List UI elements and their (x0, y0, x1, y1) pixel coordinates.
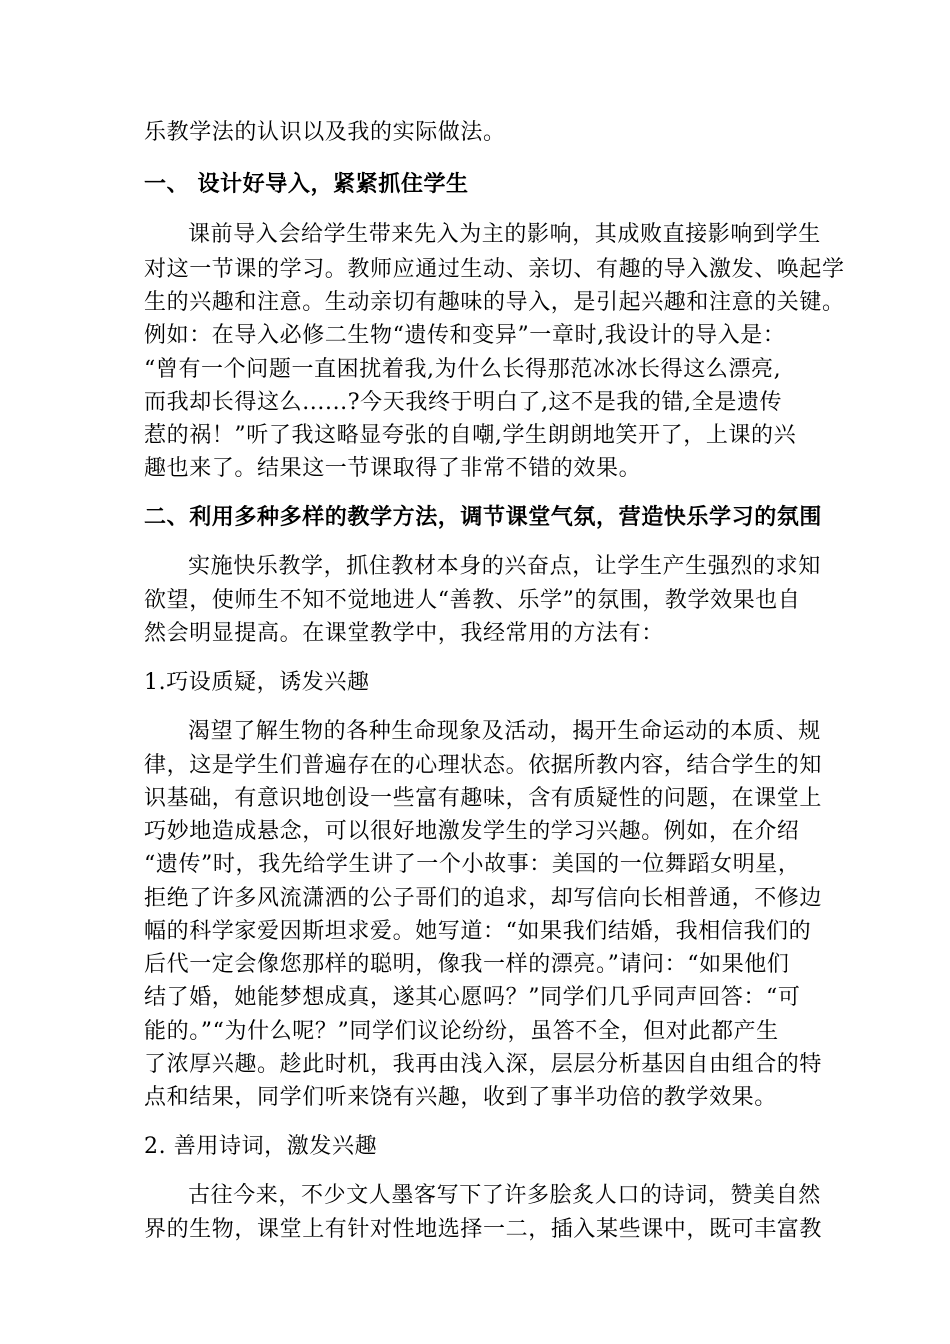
paragraph-line: 能的。”“为什么呢？”同学们议论纷纷，虽答不全，但对此都产生 (144, 1019, 779, 1044)
paragraph-line: 对这一节课的学习。教师应通过生动、亲切、有趣的导入激发、唤起学 (144, 257, 845, 282)
text-line: 乐教学法的认识以及我的实际做法。 (144, 120, 506, 145)
paragraph-line: 而我却长得这么......?今天我终于明白了,这不是我的错,全是遗传 (144, 390, 783, 415)
paragraph-line: 拒绝了许多风流潇洒的公子哥们的追求，却写信向长相普通，不修边 (144, 886, 823, 911)
paragraph-line: 点和结果，同学们听来饶有兴趣，收到了事半功倍的教学效果。 (144, 1085, 777, 1110)
paragraph-line: 生的兴趣和注意。生动亲切有趣味的导入，是引起兴趣和注意的关键。 (144, 290, 845, 315)
paragraph-line: “曾有一个问题一直困扰着我,为什么长得那范冰冰长得这么漂亮, (144, 357, 782, 382)
paragraph-line: 幅的科学家爱因斯坦求爱。她写道：“如果我们结婚，我相信我们的 (144, 919, 812, 944)
paragraph-line: 例如：在导入必修二生物“遗传和变异”一章时,我设计的导入是： (144, 323, 786, 348)
paragraph-line: 古往今来，不少文人墨客写下了许多脍炙人口的诗词，赞美自然 (188, 1183, 821, 1208)
paragraph-line: 了浓厚兴趣。趁此时机，我再由浅入深，层层分析基因自由组合的特 (144, 1052, 823, 1077)
paragraph-line: 欲望，使师生不知不觉地进人“善教、乐学”的氛围，教学效果也自 (144, 588, 801, 613)
paragraph-line: 实施快乐教学，抓住教材本身的兴奋点，让学生产生强烈的求知 (188, 554, 821, 579)
paragraph-line: 然会明显提高。在课堂教学中，我经常用的方法有： (144, 621, 664, 646)
paragraph-line: “遗传”时，我先给学生讲了一个小故事：美国的一位舞蹈女明星， (144, 852, 801, 877)
section-heading-1: 一、 设计好导入，紧紧抓住学生 (144, 172, 469, 197)
paragraph-line: 律，这是学生们普遍存在的心理状态。依据所教内容，结合学生的知 (144, 753, 823, 778)
paragraph-line: 结了婚，她能梦想成真，遂其心愿吗？”同学们几乎同声回答：“可 (144, 985, 801, 1010)
paragraph-line: 后代一定会像您那样的聪明，像我一样的漂亮。”请问：“如果他们 (144, 952, 790, 977)
paragraph-line: 趣也来了。结果这一节课取得了非常不错的效果。 (144, 456, 642, 481)
paragraph-line: 渴望了解生物的各种生命现象及活动，揭开生命运动的本质、规 (188, 719, 821, 744)
paragraph-line: 识基础，有意识地创设一些富有趣味，含有质疑性的问题，在课堂上 (144, 786, 823, 811)
paragraph-line: 界的生物，课堂上有针对性地选择一二，插入某些课中，既可丰富教 (144, 1217, 823, 1242)
paragraph-line: 课前导入会给学生带来先入为主的影响，其成败直接影响到学生 (188, 222, 821, 247)
paragraph-line: 惹的祸！”听了我这略显夸张的自嘲,学生朗朗地笑开了，上课的兴 (144, 423, 797, 448)
subheading-1: 1.巧设质疑，诱发兴趣 (144, 670, 370, 695)
subheading-2: 2. 善用诗词，激发兴趣 (144, 1134, 378, 1159)
paragraph-line: 巧妙地造成悬念，可以很好地激发学生的学习兴趣。例如，在介绍 (144, 819, 800, 844)
section-heading-2: 二、利用多种多样的教学方法，调节课堂气氛，营造快乐学习的氛围 (144, 505, 823, 530)
